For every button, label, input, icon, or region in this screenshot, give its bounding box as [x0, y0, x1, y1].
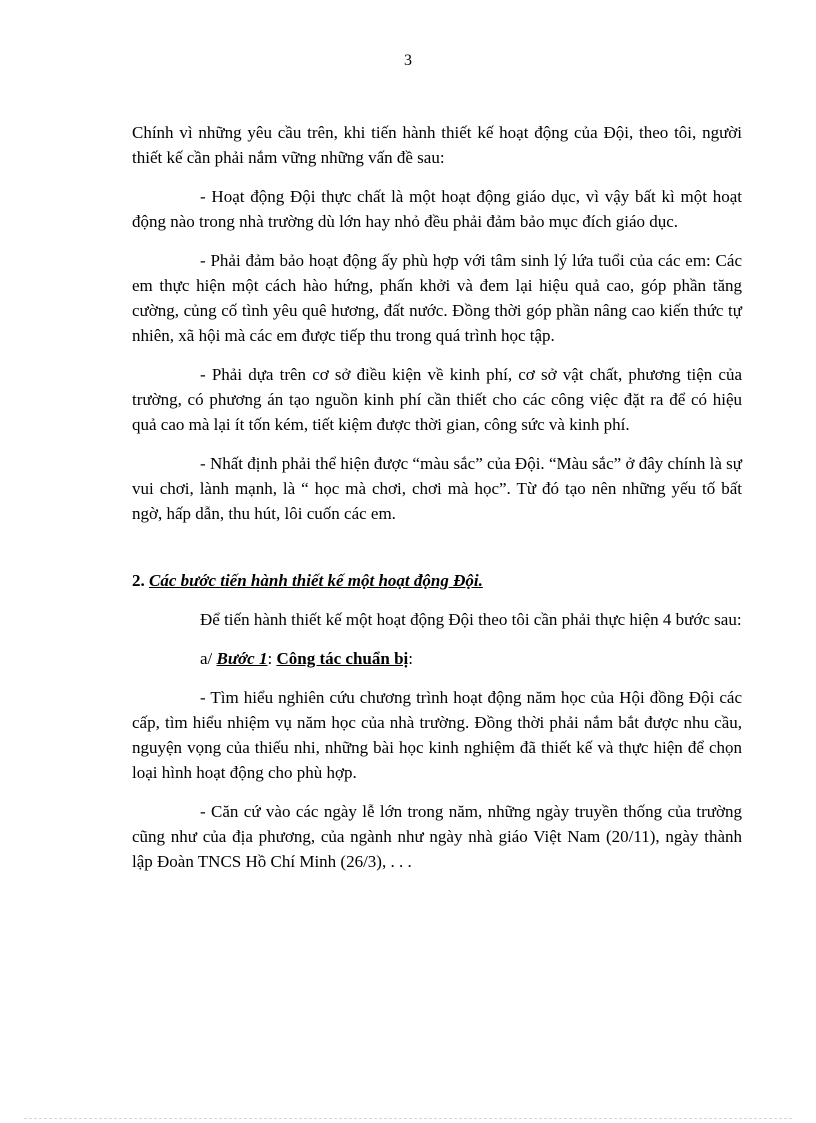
- step-heading: [200, 646, 742, 671]
- requirement-point-2: - Phải đảm bảo hoạt động ấy phù hợp với tâm sinh lý lứa tuổi của các em: Các em thực hiện một cách hào hứng, phấn khởi và đem lại hiệu quả cao, góp phần tăng cường, củng cố tình yêu quê hương, đất nước. Đồng thời góp phần nâng cao kiến thức tự nhiên, xã hội mà các em được tiếp thu trong quá trình học tập.: [132, 251, 742, 345]
- document-body: [132, 120, 742, 888]
- intro-paragraph: Chính vì những yêu cầu trên, khi tiến hành thiết kế hoạt động của Đội, theo tôi, người thiết kế cần phải nắm vững những vấn đề sau:: [132, 123, 742, 167]
- section-title-period: .: [478, 571, 483, 590]
- step-label: Bước 1: [216, 649, 268, 668]
- requirement-point-1: - Hoạt động Đội thực chất là một hoạt động giáo dục, vì vậy bất kì một hoạt động nào trong nhà trường dù lớn hay nhỏ đều phải đảm bảo mục đích giáo dục.: [132, 187, 742, 231]
- page-number: 3: [404, 52, 412, 69]
- requirement-point-3: - Phải dựa trên cơ sở điều kiện về kinh phí, cơ sở vật chất, phương tiện của trường, có phương án tạo nguồn kinh phí cần thiết cho các công việc đặt ra để có hiệu quả cao mà lại ít tốn kém, tiết kiệm được thời gian, công sức và kinh phí.: [132, 365, 742, 434]
- section-heading: [132, 568, 742, 593]
- section-intro: Để tiến hành thiết kế một hoạt động Đội theo tôi cần phải thực hiện 4 bước sau:: [200, 610, 742, 629]
- step-title: Công tác chuẩn bị: [276, 649, 409, 668]
- section-number: 2.: [132, 571, 145, 590]
- section-title: Các bước tiến hành thiết kế một hoạt động Đội: [149, 571, 479, 590]
- requirement-point-4: - Nhất định phải thể hiện được “màu sắc” của Đội. “Màu sắc” ở đây chính là sự vui chơi, lành mạnh, là “ học mà chơi, chơi mà học”. Từ đó tạo nên những yếu tố bất ngờ, hấp dẫn, thu hút, lôi cuốn các em.: [132, 454, 742, 523]
- step-end: :: [408, 649, 413, 668]
- page-bottom-divider: [24, 1118, 792, 1119]
- step-prefix: a/: [200, 649, 213, 668]
- step-point-2: - Căn cứ vào các ngày lễ lớn trong năm, những ngày truyền thống của trường cũng như của địa phương, của ngành như ngày nhà giáo Việt Nam (20/11), ngày thành lập Đoàn TNCS Hồ Chí Minh (26/3), . . .: [132, 802, 742, 871]
- step-point-1: - Tìm hiểu nghiên cứu chương trình hoạt động năm học của Hội đồng Đội các cấp, tìm hiểu nhiệm vụ năm học của nhà trường. Đồng thời phải nắm bắt được nhu cầu, nguyện vọng của thiếu nhi, những bài học kinh nghiệm đã thiết kế và thực hiện để chọn loại hình hoạt động cho phù hợp.: [132, 688, 742, 782]
- step-colon: :: [267, 649, 273, 668]
